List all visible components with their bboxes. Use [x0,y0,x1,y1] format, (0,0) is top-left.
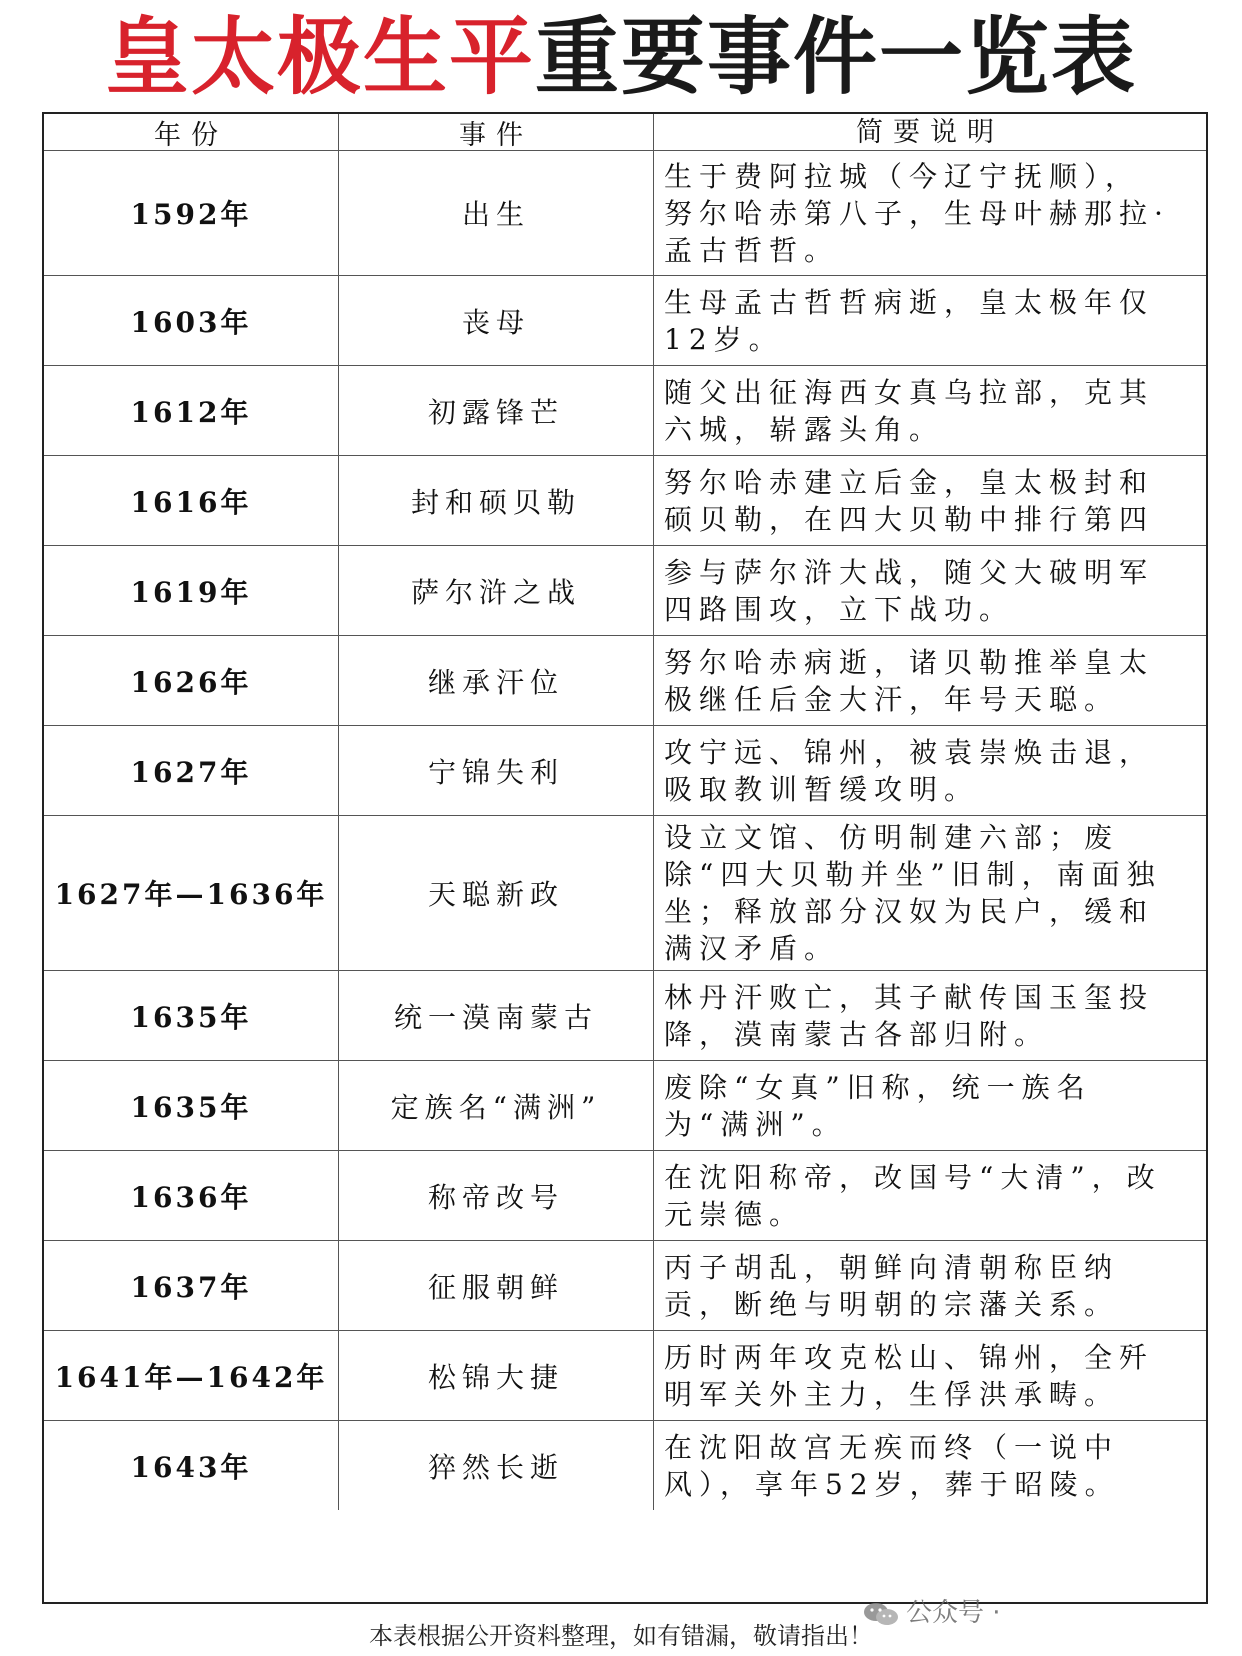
event-cell: 宁锦失利 [339,726,654,815]
description-cell: 生母孟古哲哲病逝，皇太极年仅12岁。 [664,285,1155,356]
event-cell: 定族名“满洲” [339,1061,654,1150]
description-cell: 丙子胡乱，朝鲜向清朝称臣纳贡，断绝与明朝的宗藩关系。 [664,1250,1120,1321]
header-description: 简要说明 [856,116,1004,148]
description-cell: 设立文馆、仿明制建六部；废除“四大贝勒并坐”旧制，南面独坐；释放部分汉奴为民户，缓和满汉矛盾。 [664,821,1162,965]
year-cell: 1616年 [44,456,339,545]
header-event: 事件 [339,114,654,150]
table-row [44,545,1206,635]
event-cell: 统一漠南蒙古 [339,971,654,1060]
year-cell: 1636年 [44,1151,339,1240]
table-row [44,970,1206,1060]
table-row [44,635,1206,725]
event-cell: 继承汗位 [339,636,654,725]
table-row [44,1060,1206,1150]
event-cell: 称帝改号 [339,1151,654,1240]
event-cell: 天聪新政 [339,816,654,970]
header-year: 年份 [44,114,339,150]
footer-note: 本表根据公开资料整理，如有错漏，敬请指出！ [369,1622,873,1650]
table-row [44,455,1206,545]
event-cell: 萨尔浒之战 [339,546,654,635]
event-cell: 征服朝鲜 [339,1241,654,1330]
description-cell: 随父出征海西女真乌拉部，克其六城，崭露头角。 [664,375,1155,446]
description-cell: 废除“女真”旧称，统一族名为“满洲”。 [664,1070,1092,1141]
event-cell: 猝然长逝 [339,1421,654,1510]
description-cell: 生于费阿拉城（今辽宁抚顺），努尔哈赤第八子，生母叶赫那拉·孟古哲哲。 [664,159,1170,267]
year-cell: 1641年—1642年 [44,1331,339,1420]
page-title [0,8,1242,106]
table-row [44,275,1206,365]
description-cell: 攻宁远、锦州，被袁崇焕击退，吸取教训暂缓攻明。 [664,735,1155,806]
description-cell: 努尔哈赤建立后金，皇太极封和硕贝勒，在四大贝勒中排行第四 [664,465,1155,536]
event-cell: 封和硕贝勒 [339,456,654,545]
table-row [44,815,1206,970]
title-red-part: 皇太极生平 [104,8,535,106]
description-cell: 在沈阳称帝，改国号“大清”，改元崇德。 [664,1160,1162,1231]
event-cell: 初露锋芒 [339,366,654,455]
table-row [44,725,1206,815]
table-row [44,365,1206,455]
year-cell: 1627年—1636年 [44,816,339,970]
event-cell: 丧母 [339,276,654,365]
table-row [44,1150,1206,1240]
year-cell: 1635年 [44,971,339,1060]
title-black-part: 重要事件一览表 [535,8,1138,106]
year-cell: 1635年 [44,1061,339,1150]
table-row [44,1240,1206,1330]
events-table [42,112,1208,1604]
year-cell: 1643年 [44,1421,339,1510]
description-cell: 在沈阳故宫无疾而终（一说中风），享年52岁，葬于昭陵。 [664,1430,1120,1501]
table-header-row [44,114,1206,150]
year-cell: 1592年 [44,151,339,275]
event-cell: 松锦大捷 [339,1331,654,1420]
description-cell: 林丹汗败亡，其子献传国玉玺投降，漠南蒙古各部归附。 [664,980,1155,1051]
event-cell: 出生 [339,151,654,275]
year-cell: 1612年 [44,366,339,455]
table-row [44,1330,1206,1420]
year-cell: 1627年 [44,726,339,815]
table-row [44,150,1206,275]
year-cell: 1619年 [44,546,339,635]
watermark-text: 公众号 · [906,1598,1001,1628]
year-cell: 1637年 [44,1241,339,1330]
description-cell: 参与萨尔浒大战，随父大破明军四路围攻，立下战功。 [664,555,1155,626]
year-cell: 1603年 [44,276,339,365]
year-cell: 1626年 [44,636,339,725]
table-row [44,1420,1206,1510]
description-cell: 历时两年攻克松山、锦州，全歼明军关外主力，生俘洪承畴。 [664,1340,1155,1411]
description-cell: 努尔哈赤病逝，诸贝勒推举皇太极继任后金大汗，年号天聪。 [664,645,1155,716]
